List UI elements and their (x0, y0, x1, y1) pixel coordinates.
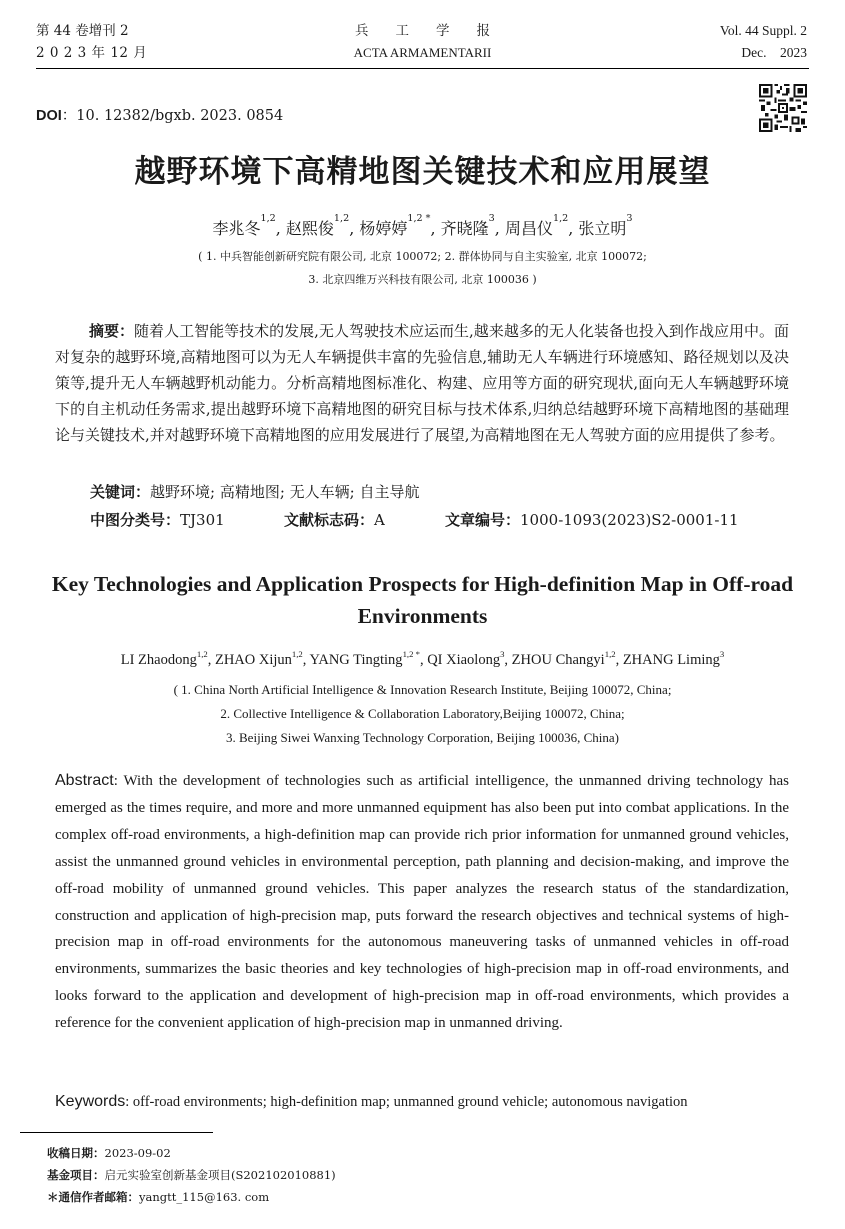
footnote-email (47, 1189, 269, 1205)
author-cn-mark: 1,2 (552, 212, 569, 224)
keywords-en-label: Keywords (55, 1093, 126, 1110)
author-en: ZHANG Liming (622, 652, 720, 668)
affiliation-en-line: 2. Collective Intelligence & Collaboration Laboratory,Beijing 100072, China; (220, 706, 625, 721)
header-journal-cn: 兵 工 学 报 (355, 23, 490, 39)
received-label: 收稿日期： (47, 1146, 105, 1160)
author-cn-mark: 1,2 (260, 212, 276, 224)
clc-number (90, 509, 225, 530)
clc-value: TJ301 (180, 511, 225, 529)
doc-code-label: 文献标志码： (284, 511, 375, 529)
author-en: QI Xiaolong (427, 652, 501, 668)
abstract-en (55, 768, 789, 1037)
author-en: ZHAO Xijun (214, 652, 292, 668)
keywords-en-separator: : (125, 1094, 133, 1110)
doi-label: DOI (36, 108, 62, 124)
received-value: 2023-09-02 (104, 1146, 171, 1160)
authors-cn: 李兆冬$^{1,2}$, 赵熙俊$^{1,2}$, 杨婷婷$^{1,2 *}$, 齐晓隆$^3$, 周昌仪$^{1,2}$, 张立明$^3$ (212, 212, 633, 238)
footnote-rule (20, 1132, 213, 1133)
keywords-cn-text: 越野环境; 高精地图; 无人车辆; 自主导航 (150, 483, 420, 501)
email-value: yangtt_115@163. com (139, 1190, 270, 1204)
article-number-label: 文章编号： (445, 511, 521, 529)
document-code (284, 509, 385, 530)
author-cn-mark: 3 (488, 212, 495, 224)
footnote-fund (47, 1167, 336, 1183)
footnote-received (47, 1145, 171, 1161)
article-number (445, 509, 739, 530)
abstract-en-text: With the development of technologies such as artificial intelligence, the unmanned driving technology has emerged as the times require, and more and more unmanned equipment has also been put into combat applications. In the complex off-road environments, a high-definition map can provide rich prior information for unmanned ground vehicles, assist the unmanned ground vehicles in environmental perception, path planning and decision-making, and improve the off-road mobility of unmanned ground vehicles. This paper analyzes the research status of the standardization, construction and application of high-precision map, puts forward the research objectives and technical systems of high-precision map in off-road environments for the autonomous maneuvering tasks of unmanned vehicles in off-road environments, summarizes the basic theories and key technologies of high-precision map in off-road environments, and looks forward to the application and development of high-precision map in off-road environments, which provides a reference for the convenient application of high-precision map in unmanned driving. (55, 773, 790, 1032)
title-cn: 越野环境下高精地图关键技术和应用展望 (134, 154, 711, 190)
abstract-cn-label: 摘要： (89, 322, 135, 340)
affiliation-cn-line: ( 1. 中兵智能创新研究院有限公司, 北京 100072; 2. 群体协同与自主实验室, 北京 100072; (198, 250, 647, 263)
author-cn: 齐晓隆 (440, 219, 489, 238)
header-volume: 第 44 卷增刊 2 (36, 23, 129, 39)
author-en-mark: 1,2 * (402, 648, 420, 659)
author-cn-mark: 1,2 * (407, 212, 431, 224)
author-cn-mark: 1,2 (333, 212, 350, 224)
doc-code-value: A (374, 511, 385, 529)
keywords-cn (90, 481, 419, 502)
author-en-mark: 1,2 (196, 648, 208, 659)
author-en-mark: 3 (500, 648, 505, 659)
header-date-en: Dec. 2023 (741, 45, 807, 60)
affiliation-en-line: ( 1. China North Artificial Intelligence & Innovation Research Institute, Beijing 100072, China; (173, 682, 672, 697)
author-en: YANG Tingting (309, 652, 403, 668)
abstract-cn (55, 318, 789, 448)
author-en: ZHOU Changyi (511, 652, 605, 668)
author-cn: 周昌仪 (504, 219, 553, 238)
fund-value: 启元实验室创新基金项目(S202102010881) (104, 1168, 336, 1182)
clc-label: 中图分类号： (90, 511, 181, 529)
header-journal-en: ACTA ARMAMENTARII (353, 45, 492, 60)
author-en-mark: 1,2 (604, 648, 616, 659)
keywords-en-text: off-road environments; high-definition map; unmanned ground vehicle; autonomous navigation (132, 1094, 688, 1110)
authors-en: LI Zhaodong$^{1,2}$, ZHAO Xijun$^{1,2}$, YANG Tingting$^{1,2 *}$, QI Xiaolong$^3$, ZHOU Changyi$^{1,2}$, ZHANG Liming$^3$ (120, 648, 725, 668)
author-cn: 李兆冬 (212, 219, 261, 238)
abstract-cn-text: 随着人工智能等技术的发展,无人驾驶技术应运而生,越来越多的无人化装备也投入到作战应用中。面对复杂的越野环境,高精地图可以为无人车辆提供丰富的先验信息,辅助无人车辆进行环境感知、路径规划以及决策等,提升无人车辆越野机动能力。分析高精地图标准化、构建、应用等方面的研究现状,面向无人车辆越野环境下的自主机动任务需求,提出越野环境下高精地图的研究目标与技术体系,归纳总结越野环境下高精地图的基础理论与关键技术,并对越野环境下高精地图的应用发展进行了展望,为高精地图在无人驾驶方面的应用提供了参考。 (55, 322, 789, 444)
doi (36, 104, 283, 125)
email-label: ＊通信作者邮箱： (47, 1190, 139, 1204)
author-cn: 张立明 (578, 219, 627, 238)
author-cn: 赵熙俊 (285, 219, 334, 238)
doi-value: 10. 12382/bgxb. 2023. 0854 (76, 108, 284, 124)
author-en: LI Zhaodong (120, 652, 197, 668)
article-number-value: 1000-1093(2023)S2-0001-11 (520, 511, 739, 529)
qr-code-icon (759, 84, 807, 132)
fund-label: 基金项目： (47, 1168, 105, 1182)
title-en: Key Technologies and Application Prospects for High-definition Map in Off-road Environments (51, 572, 794, 628)
header-rule (36, 68, 809, 69)
keywords-cn-label: 关键词： (90, 483, 151, 501)
author-cn-mark: 3 (626, 212, 633, 224)
keywords-en (55, 1093, 688, 1111)
abstract-en-label: Abstract (55, 772, 114, 789)
header-volume-en: Vol. 44 Suppl. 2 (719, 23, 807, 38)
abstract-en-separator: : (113, 773, 124, 789)
author-en-mark: 1,2 (291, 648, 303, 659)
header-date-cn: 2 0 2 3 年 12 月 (36, 45, 148, 61)
author-cn: 杨婷婷 (359, 219, 408, 238)
affiliation-cn-line: 3. 北京四维万兴科技有限公司, 北京 100036 ) (308, 273, 537, 286)
affiliation-en-line: 3. Beijing Siwei Wanxing Technology Corporation, Beijing 100036, China) (226, 730, 619, 745)
author-en-mark: 3 (719, 648, 725, 659)
doi-separator: ： (61, 108, 77, 124)
